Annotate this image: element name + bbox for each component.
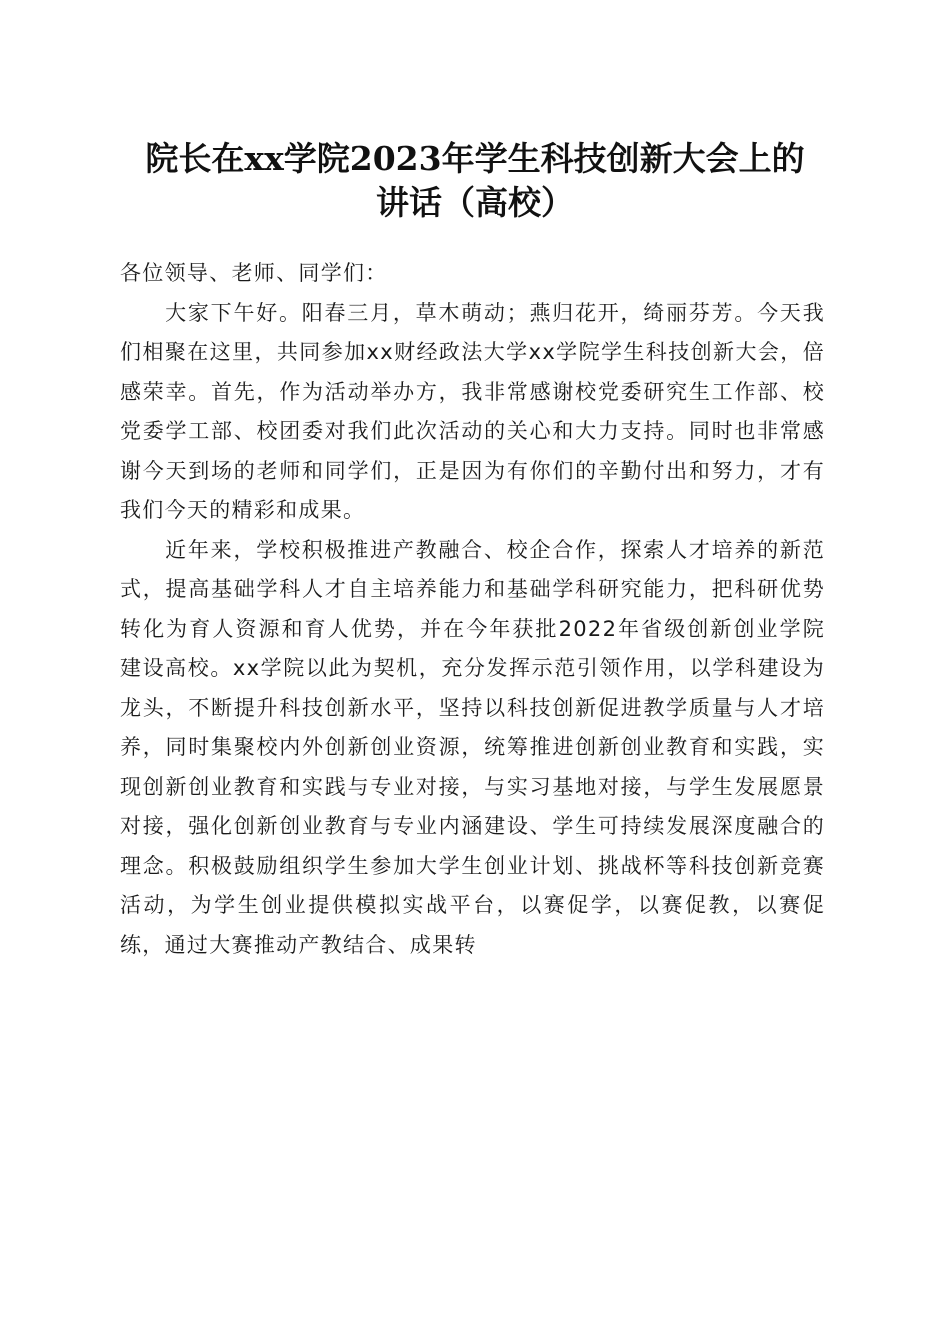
document-body (120, 254, 825, 965)
salutation: 各位领导、老师、同学们： (120, 261, 388, 285)
title-line-1: 院长在xx学院2023年学生科技创新大会上的 (145, 139, 805, 178)
paragraph-2: 近年来，学校积极推进产教融合、校企合作，探索人才培养的新范式，提高基础学科人才自主培养能力和基础学科研究能力，把科研优势转化为育人资源和育人优势，并在今年获批2022年省级创新创业学院建设高校。xx学院以此为契机，充分发挥示范引领作用，以学科建设为龙头，不断提升科技创新水平，坚持以科技创新促进教学质量与人才培养，同时集聚校内外创新创业资源，统筹推进创新创业教育和实践，实现创新创业教育和实践与专业对接，与实习基地对接，与学生发展愿景对接，强化创新创业教育与专业内涵建设、学生可持续发展深度融合的理念。积极鼓励组织学生参加大学生创业计划、挑战杯等科技创新竞赛活动，为学生创业提供模拟实战平台，以赛促学，以赛促教，以赛促练，通过大赛推动产教结合、成果转 (120, 537, 825, 957)
document-title (100, 137, 850, 225)
title-line-2: 讲话（高校） (376, 183, 574, 222)
paragraph-1: 大家下午好。阳春三月，草木萌动；燕归花开，绮丽芬芳。今天我们相聚在这里，共同参加xx财经政法大学xx学院学生科技创新大会，倍感荣幸。首先，作为活动举办方，我非常感谢校党委研究生工作部、校党委学工部、校团委对我们此次活动的关心和大力支持。同时也非常感谢今天到场的老师和同学们，正是因为有你们的辛勤付出和努力，才有我们今天的精彩和成果。 (120, 300, 825, 522)
